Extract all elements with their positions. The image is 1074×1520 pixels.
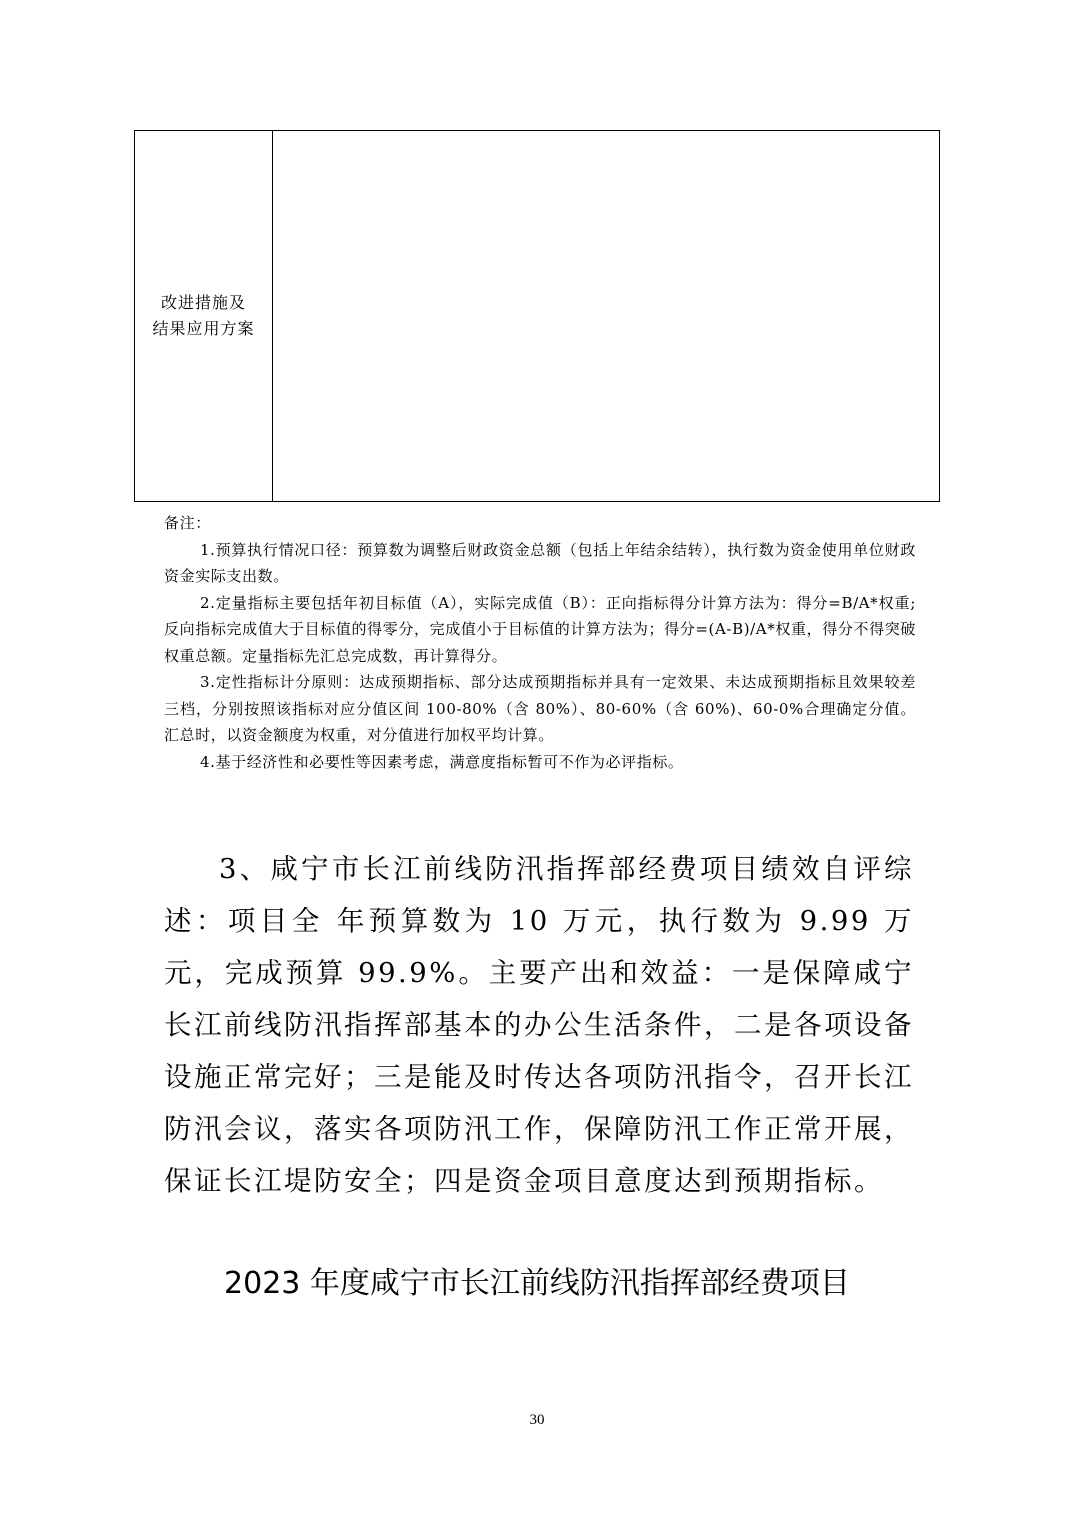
note-item-4: 4.基于经济性和必要性等因素考虑，满意度指标暂可不作为必评指标。	[200, 752, 684, 771]
improvement-measures-table	[134, 130, 940, 502]
project-title: 2023 年度咸宁市长江前线防汛指挥部经费项目	[224, 1266, 850, 1301]
notes-heading: 备注：	[164, 514, 211, 532]
table-label-cell	[135, 131, 273, 501]
notes-section	[164, 510, 916, 775]
note-item-1: 1.预算执行情况口径：预算数为调整后财政资金总额（包括上年结余结转），执行数为资金使用单位财政资金实际支出数。	[164, 540, 916, 585]
table-content-cell	[273, 131, 939, 501]
note-item-3: 3.定性指标计分原则：达成预期指标、部分达成预期指标并具有一定效果、未达成预期指标且效果较差三档，分别按照该指标对应分值区间 100-80%（含 80%）、80-60%（含 60%)、60-0%合理确定分值。汇总时，以资金额度为权重，对分值进行加权平均计算。	[164, 673, 916, 744]
performance-summary-paragraph: 3、咸宁市长江前线防汛指挥部经费项目绩效自评综述：项目全 年预算数为 10 万元，执行数为 9.99 万元，完成预算 99.9%。主要产出和效益：一是保障咸宁长江前线防汛指挥部基本的办公生活条件，二是各项设备设施正常完好；三是能及时传达各项防汛指令，召开长江防汛会议，落实各项防汛工作，保障防汛工作正常开展，保证长江堤防安全；四是资金项目意度达到预期指标。	[164, 853, 914, 1197]
table-label-line1: 改进措施及	[160, 293, 246, 312]
note-item-2: 2.定量指标主要包括年初目标值（A），实际完成值（B）：正向指标得分计算方法为：得分=B/A*权重;反向指标完成值大于目标值的得零分，完成值小于目标值的计算方法为；得分=(A-B)/A*权重，得分不得突破权重总额。定量指标先汇总完成数，再计算得分。	[164, 593, 916, 665]
page-number: 30	[529, 1412, 545, 1428]
table-label-line2: 结果应用方案	[152, 319, 255, 338]
